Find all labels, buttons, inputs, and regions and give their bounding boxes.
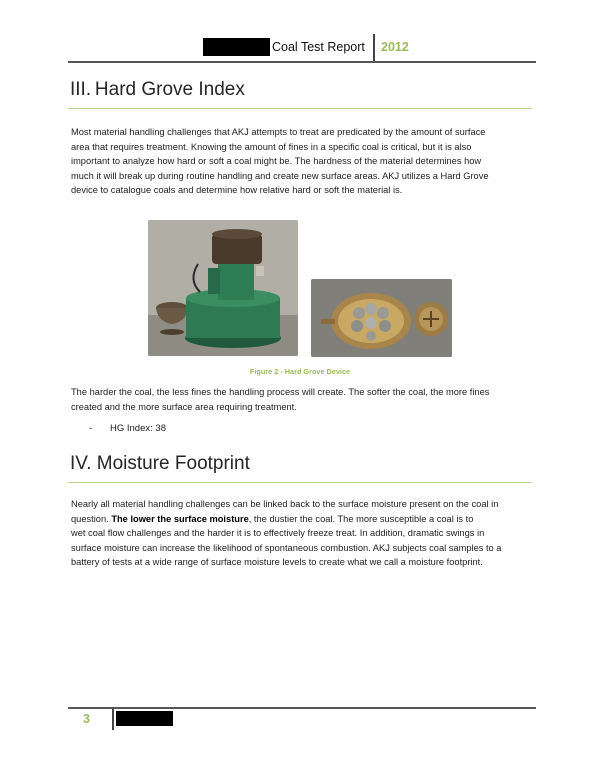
grinding-bowl-photo [311, 279, 452, 357]
hg-index-value: HG Index: 38 [110, 423, 166, 434]
hard-grove-machine-photo [148, 220, 298, 356]
text-line: surface moisture can increase the likelihood of spontaneous combustion. AKJ subjects coal samples to a [71, 542, 502, 553]
bold-phrase: The lower the surface moisture [111, 513, 249, 524]
page-number: 3 [83, 712, 90, 726]
text-line: battery of tests at a wide range of surface moisture levels to create what we call a moisture footprint. [71, 557, 483, 567]
text-run: , the dustier the coal. The more susceptible a coal is to [248, 513, 474, 524]
text-line: area that requires treatment. Knowing the amount of fines in a specific coal is critical, but it is also [71, 141, 472, 152]
header-year: 2012 [381, 40, 409, 54]
text-line: The harder the coal, the less fines the handling process will create. The softer the coal, the more fines [71, 387, 490, 397]
hg-index-bullet [89, 423, 166, 434]
figure-caption: Figure 2 - Hard Grove Device [249, 367, 351, 376]
text-line: important to analyze how hard or soft a coal might be. The hardness of the material determines how [71, 156, 482, 166]
moisture-paragraph [71, 497, 533, 570]
footer-rule [68, 707, 536, 709]
section-rule [68, 108, 532, 109]
text-line [71, 512, 533, 527]
redacted-company-name [203, 38, 270, 56]
section-heading-hard-grove: III. Hard Grove Index [70, 79, 245, 100]
text-line: wet coal flow challenges and the harder it is to effectively freeze treat. In addition, dramatic swings in [71, 528, 485, 538]
text-run: question. [71, 513, 112, 524]
section-heading-moisture: IV. Moisture Footprint [70, 453, 250, 474]
bullet-dash: - [89, 423, 93, 434]
header-title: Coal Test Report [272, 40, 365, 54]
header-divider [373, 34, 375, 61]
text-line: Most material handling challenges that AKJ attempts to treat are predicated by the amount of surface [71, 127, 486, 137]
text-line: device to catalogue coals and determine how relative hard or soft the material is. [71, 185, 403, 195]
footer-divider [112, 708, 114, 730]
header-rule [68, 61, 536, 63]
text-line: Nearly all material handling challenges can be linked back to the surface moisture present on the coal in [71, 499, 499, 509]
redacted-footer-text [116, 711, 173, 726]
hardness-paragraph [71, 385, 533, 414]
section-rule [68, 482, 532, 483]
hard-grove-paragraph [71, 125, 533, 198]
text-line: much it will break up during routine handling and create new surface areas. AKJ utilizes a Hard Grove [71, 170, 489, 181]
text-line: created and the more surface area requiring treatment. [71, 401, 297, 412]
